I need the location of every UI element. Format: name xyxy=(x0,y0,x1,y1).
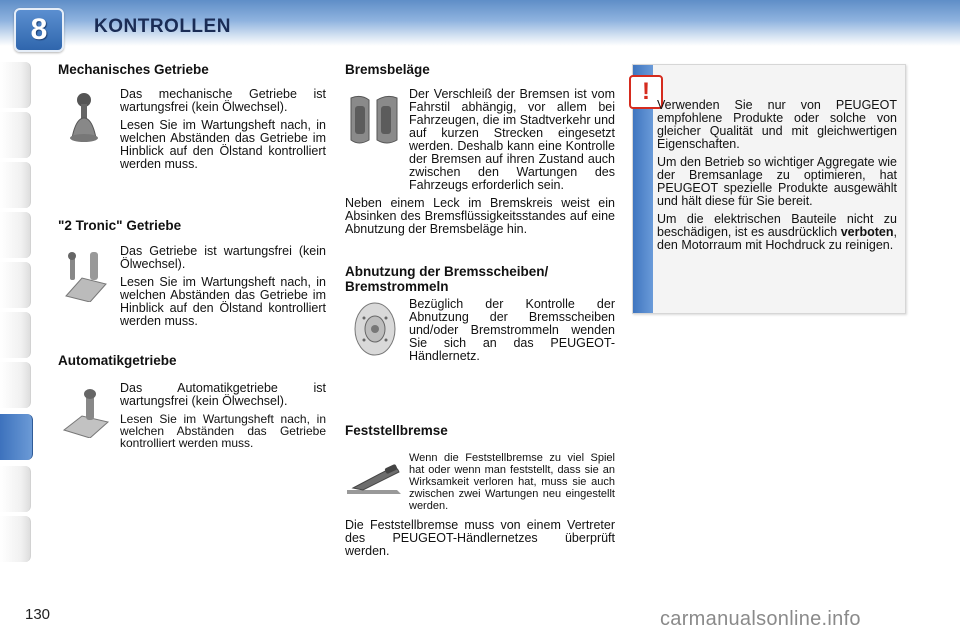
paragraph: Bezüglich der Kontrolle der Abnutzung der Bremsscheiben und/oder Bremstrommeln wenden Sie sich an das PEUGEOT-Händlernetz. xyxy=(409,297,615,363)
section-title-bremsbelaege: Bremsbeläge xyxy=(345,62,430,77)
paragraph: Neben einem Leck im Bremskreis weist ein Absinken des Bremsflüssigkeitsstandes auf eine Abnutzung der Bremsbeläge hin. xyxy=(345,196,615,236)
section-title-feststellbremse: Feststellbremse xyxy=(345,423,448,438)
chapter-tab[interactable] xyxy=(0,262,31,308)
chapter-tab[interactable] xyxy=(0,362,31,408)
paragraph: Das mechanische Getriebe ist wartungsfrei (kein Ölwechsel). xyxy=(120,87,326,114)
chapter-number: 8 xyxy=(30,13,48,46)
section-title-mechanisch: Mechanisches Getriebe xyxy=(58,62,209,77)
text-feststellbremse-small xyxy=(409,452,615,517)
paragraph: Wenn die Feststellbremse zu viel Spiel hat oder wenn man feststellt, dass sie an Wirksamkeit verloren hat, muss sie auch zwischen zwei Wartungen neu eingestellt werden. xyxy=(409,452,615,512)
section-title-bremsscheiben: Abnutzung der Bremsscheiben/ Bremstrommeln xyxy=(345,264,549,294)
paragraph: Lesen Sie im Wartungsheft nach, in welchen Abständen das Getriebe kontrolliert werden muss. xyxy=(120,412,326,450)
text-span: , den Motorraum mit Hochdruck zu reinigen. xyxy=(657,225,897,252)
chapter-tab[interactable] xyxy=(0,212,31,258)
text-mechanisch xyxy=(120,88,326,176)
paragraph: Das Getriebe ist wartungsfrei (kein Ölwechsel). xyxy=(120,244,326,271)
chapter-tab[interactable] xyxy=(0,112,31,158)
page-number: 130 xyxy=(25,606,51,623)
chapter-title: KONTROLLEN xyxy=(94,16,231,37)
watermark: carmanualsonline.info xyxy=(660,608,861,630)
gear-lever-icon xyxy=(62,92,102,149)
chapter-badge xyxy=(14,8,64,52)
text-automatik xyxy=(120,382,326,454)
chapter-tab[interactable] xyxy=(0,62,31,108)
emphasis-verboten: verboten xyxy=(840,225,894,239)
text-feststellbremse xyxy=(345,519,615,563)
text-span: Um die elektrischen Bauteile nicht zu beschädigen, ist es ausdrücklich xyxy=(657,212,897,239)
parking-brake-icon xyxy=(345,462,403,501)
text-bremsbelaege xyxy=(345,88,615,241)
brake-disc-icon xyxy=(350,300,400,363)
paragraph: Verwenden Sie nur von PEUGEOT empfohlene Produkte oder solche von gleicher Qualität und mit gleichwertigen Eigenschaften. xyxy=(657,98,897,151)
paragraph: Das Automatikgetriebe ist wartungsfrei (kein Ölwechsel). xyxy=(120,381,326,408)
chapter-tab[interactable] xyxy=(0,516,31,562)
warning-icon-label: ! xyxy=(642,78,650,105)
paragraph: Die Feststellbremse muss von einem Vertreter des PEUGEOT-Händlernetzes überprüft werden. xyxy=(345,518,615,558)
paragraph: Um den Betrieb so wichtiger Aggregate wie der Bremsanlage zu optimieren, hat PEUGEOT spezielle Produkte ausgewählt und hält diese für Sie bereit. xyxy=(657,155,897,208)
section-title-tronic: "2 Tronic" Getriebe xyxy=(58,218,182,233)
chapter-tab[interactable] xyxy=(0,466,31,512)
chapter-tabs xyxy=(0,62,34,574)
tronic-gear-icon xyxy=(60,248,112,307)
text-bremsscheiben xyxy=(409,298,615,368)
paragraph: Lesen Sie im Wartungsheft nach, in welchen Abständen das Getriebe im Hinblick auf den Ölstand kontrolliert werden muss. xyxy=(120,118,326,171)
paragraph: Der Verschleiß der Bremsen ist vom Fahrstil abhängig, vor allem bei Fahrzeugen, die im Stadtverkehr und auf kurzen Strecken eingesetzt werden. Deshalb kann eine Kontrolle der Bremsen auf ihren Zustand auch zwischen den Wartungen des Fahrzeugs erforderlich sein. xyxy=(409,87,615,192)
chapter-tab-active[interactable] xyxy=(0,414,33,460)
automatic-gear-icon xyxy=(60,388,112,443)
warning-text xyxy=(657,99,897,257)
section-title-automatik: Automatikgetriebe xyxy=(58,353,177,368)
chapter-tab[interactable] xyxy=(0,162,31,208)
warning-box xyxy=(632,64,906,314)
chapter-tab[interactable] xyxy=(0,312,31,358)
paragraph xyxy=(657,213,897,252)
text-tronic xyxy=(120,245,326,333)
paragraph: Lesen Sie im Wartungsheft nach, in welchen Abständen das Getriebe im Hinblick auf den Ölstand kontrolliert werden muss. xyxy=(120,275,326,328)
